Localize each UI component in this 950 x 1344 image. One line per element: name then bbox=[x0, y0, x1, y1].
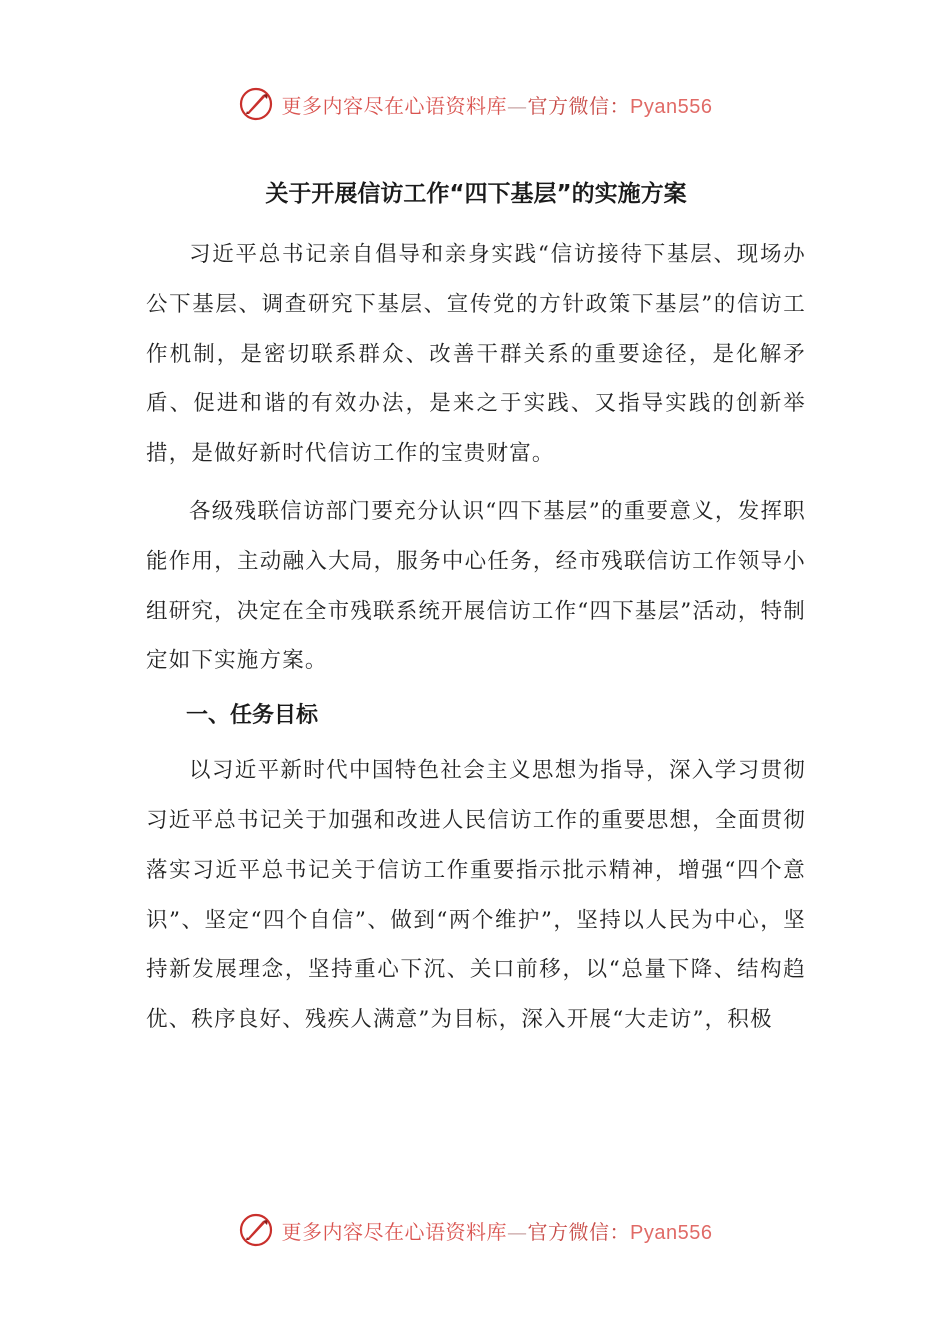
section-heading-goals: 一、任务目标 bbox=[186, 703, 319, 729]
watermark-text bbox=[282, 1216, 713, 1245]
document-body bbox=[146, 172, 806, 1053]
paragraph-goals: 以习近平新时代中国特色社会主义思想为指导，深入学习贯彻习近平总书记关于加强和改进人民信访工作的重要思想，全面贯彻落实习近平总书记关于信访工作重要指示批示精神，增强“四个意识”、坚定“四个自信”、做到“两个维护”，坚持以人民为中心，坚持新发展理念，坚持重心下沉、关口前移，以“总量下降、结构趋优、秩序良好、残疾人满意”为目标，深入开展“大走访”，积极 bbox=[146, 758, 806, 1033]
watermark-footer bbox=[0, 1210, 950, 1250]
watermark-text bbox=[282, 90, 713, 119]
document-title: 关于开展信访工作“四下基层”的实施方案 bbox=[265, 181, 687, 207]
watermark-wechat-label: 官方微信： bbox=[527, 1219, 631, 1244]
watermark-dash: — bbox=[507, 93, 528, 118]
watermark-wechat-id: Pyan556 bbox=[630, 95, 713, 118]
watermark-header bbox=[0, 84, 950, 124]
paragraph-decision: 各级残联信访部门要充分认识“四下基层”的重要意义，发挥职能作用，主动融入大局，服务中心任务，经市残联信访工作领导小组研究，决定在全市残联系统开展信访工作“四下基层”活动，特制定如下实施方案。 bbox=[146, 498, 806, 674]
watermark-site: 更多内容尽在心语资料库 bbox=[281, 1219, 508, 1244]
watermark-site: 更多内容尽在心语资料库 bbox=[281, 93, 508, 118]
quill-pen-icon bbox=[238, 1212, 274, 1248]
watermark-wechat-label: 官方微信： bbox=[527, 93, 631, 118]
watermark-wechat-id: Pyan556 bbox=[630, 1221, 713, 1244]
watermark-dash: — bbox=[507, 1219, 528, 1244]
paragraph-intro: 习近平总书记亲自倡导和亲身实践“信访接待下基层、现场办公下基层、调查研究下基层、宣传党的方针政策下基层”的信访工作机制，是密切联系群众、改善干群关系的重要途径，是化解矛盾、促进和谐的有效办法，是来之于实践、又指导实践的创新举措，是做好新时代信访工作的宝贵财富。 bbox=[146, 242, 806, 467]
quill-pen-icon bbox=[238, 86, 274, 122]
